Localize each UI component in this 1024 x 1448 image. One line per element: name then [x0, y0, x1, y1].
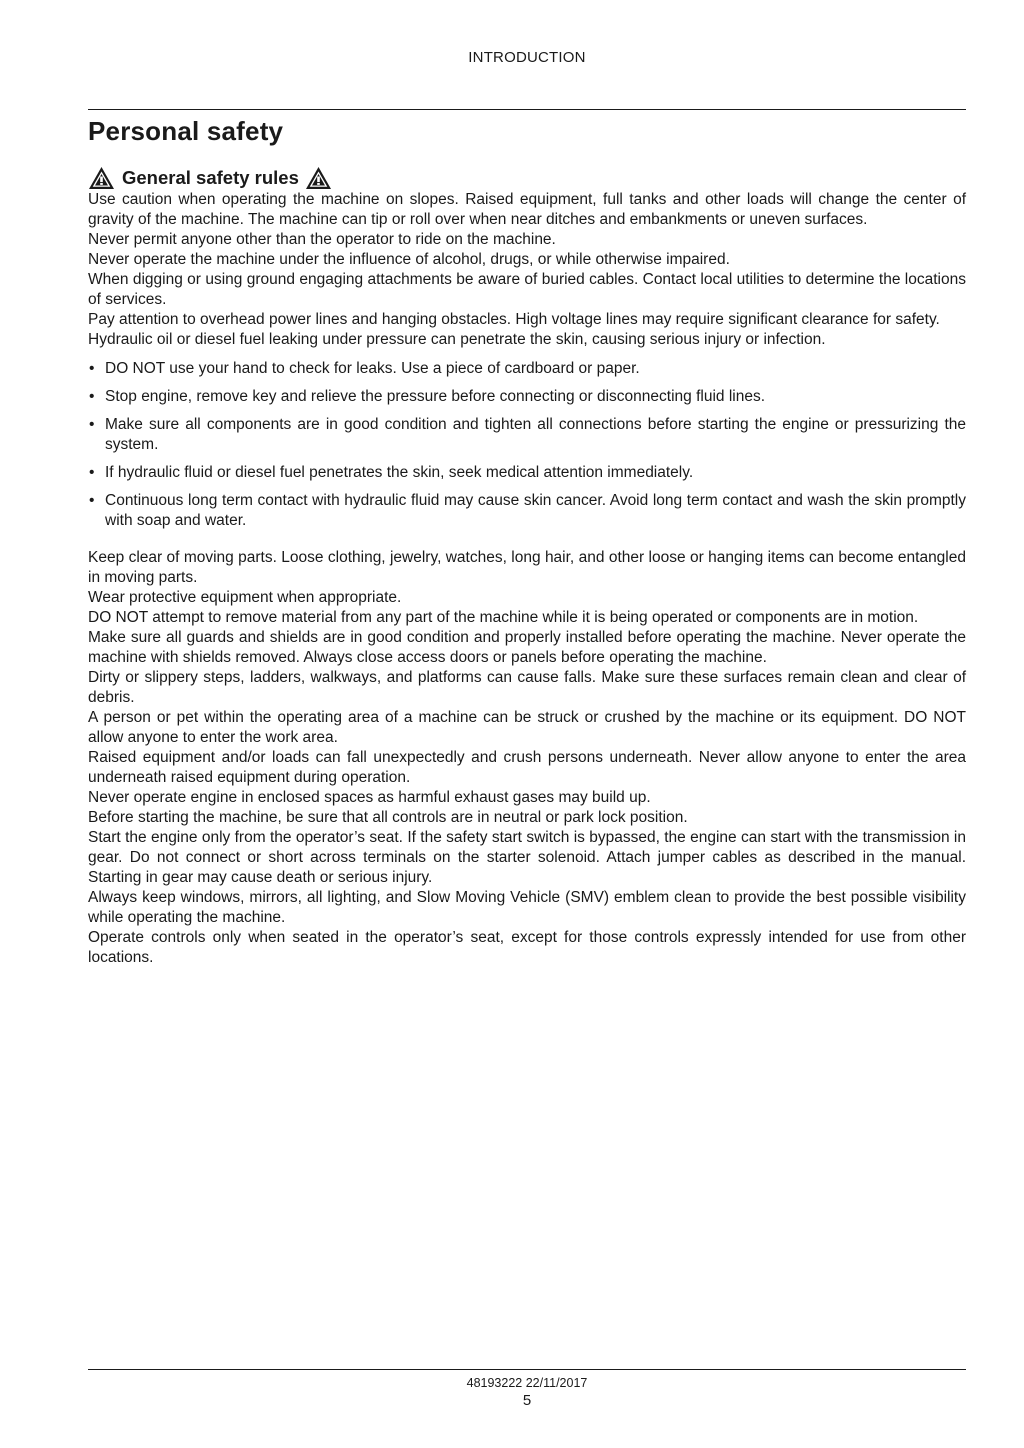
paragraph: A person or pet within the operating area of a machine can be struck or crushed by the machine or its equipment. DO NOT allow anyone to enter the work area. — [88, 709, 966, 746]
paragraph: Hydraulic oil or diesel fuel leaking under pressure can penetrate the skin, causing serious injury or infection. — [88, 331, 826, 348]
paragraph: Make sure all guards and shields are in good condition and properly installed before operating the machine. Never operate the machine with shields removed. Always close access doors or panels before operating the machine. — [88, 629, 966, 666]
section-title: Personal safety — [88, 116, 284, 146]
paragraph: Before starting the machine, be sure that all controls are in neutral or park lock position. — [88, 809, 688, 826]
footer-rule — [88, 1369, 966, 1370]
warning-triangle-icon — [88, 166, 115, 190]
bullet-list — [88, 359, 966, 531]
document-code: 48193222 22/11/2017 — [466, 1376, 588, 1390]
list-item — [88, 491, 966, 531]
list-item-text: DO NOT use your hand to check for leaks. Use a piece of cardboard or paper. — [105, 360, 640, 377]
bullet-icon: • — [89, 416, 95, 433]
paragraph: DO NOT attempt to remove material from any part of the machine while it is being operated or components are in motion. — [88, 609, 919, 626]
paragraph: Never operate engine in enclosed spaces as harmful exhaust gases may build up. — [88, 789, 651, 806]
paragraph: Operate controls only when seated in the operator’s seat, except for those controls expressly intended for use from other locations. — [88, 929, 966, 966]
subsection-heading — [88, 166, 966, 190]
paragraph: Never operate the machine under the influence of alcohol, drugs, or while otherwise impaired. — [88, 251, 730, 268]
paragraph: Always keep windows, mirrors, all lighting, and Slow Moving Vehicle (SMV) emblem clean to provide the best possible visibility while operating the machine. — [88, 889, 966, 926]
header-rule — [88, 109, 966, 110]
paragraph: Use caution when operating the machine on slopes. Raised equipment, full tanks and other loads will change the center of gravity of the machine. The machine can tip or roll over when near ditches and embankments or uneven surfaces. — [88, 191, 966, 228]
paragraph: Wear protective equipment when appropriate. — [88, 589, 402, 606]
paragraph: Raised equipment and/or loads can fall unexpectedly and crush persons underneath. Never allow anyone to enter the area underneath raised equipment during operation. — [88, 749, 966, 786]
paragraph: Keep clear of moving parts. Loose clothing, jewelry, watches, long hair, and other loose or hanging items can become entangled in moving parts. — [88, 549, 966, 586]
bullet-icon: • — [89, 388, 95, 405]
running-header: INTRODUCTION — [468, 49, 586, 66]
subsection-title: General safety rules — [122, 167, 299, 188]
list-item — [88, 463, 966, 483]
paragraph: Start the engine only from the operator’s seat. If the safety start switch is bypassed, the engine can start with the transmission in gear. Do not connect or short across terminals on the starter solenoid. Attach jumper cables as described in the manual. Starting in gear may cause death or serious injury. — [88, 829, 966, 886]
bullet-icon: • — [89, 492, 95, 509]
paragraph: Dirty or slippery steps, ladders, walkways, and platforms can cause falls. Make sure these surfaces remain clean and clear of debris. — [88, 669, 966, 706]
page-number: 5 — [522, 1392, 532, 1409]
page-content — [88, 114, 966, 968]
list-item — [88, 415, 966, 455]
list-item — [88, 387, 966, 407]
list-item-text: Make sure all components are in good condition and tighten all connections before starting the engine or pressurizing the system. — [105, 416, 966, 453]
list-item-text: If hydraulic fluid or diesel fuel penetrates the skin, seek medical attention immediately. — [105, 464, 694, 481]
paragraph: Pay attention to overhead power lines and hanging obstacles. High voltage lines may require significant clearance for safety. — [88, 311, 940, 328]
paragraph: When digging or using ground engaging attachments be aware of buried cables. Contact local utilities to determine the locations of services. — [88, 271, 966, 308]
list-item-text: Stop engine, remove key and relieve the pressure before connecting or disconnecting fluid lines. — [105, 388, 766, 405]
bullet-icon: • — [89, 464, 95, 481]
paragraph: Never permit anyone other than the operator to ride on the machine. — [88, 231, 556, 248]
list-item-text: Continuous long term contact with hydraulic fluid may cause skin cancer. Avoid long term contact and wash the skin promptly with soap and water. — [105, 492, 966, 529]
warning-triangle-icon — [305, 166, 332, 190]
bullet-icon: • — [89, 360, 95, 377]
list-item — [88, 359, 966, 379]
